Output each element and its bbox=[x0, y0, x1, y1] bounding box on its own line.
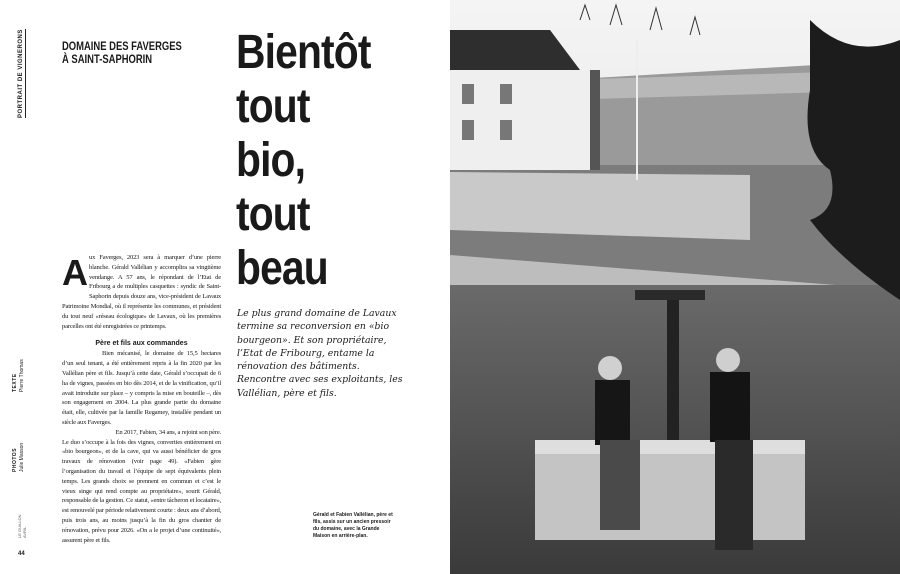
photo-credit-label: PHOTOS bbox=[12, 447, 18, 472]
photo-credit bbox=[12, 443, 26, 472]
paragraph: ux Faverges, 2023 sera à marquer d’une pierre blanche. Gérald Vallélian y accomplira sa vingtième vendange. A 57 ans, le répondant de l’Etat de Fribourg a de multiples casquettes : syndic de Saint-Saphorin depuis douze ans, vice-président de Lavaux Patrimoine Mondial, où il représente les communes, et président du tout neuf «réseau écologique» de Lavaux, où les premières parcelles ont été enregistrées ce printemps. bbox=[62, 254, 221, 330]
article-body bbox=[62, 253, 221, 545]
photo-illustration bbox=[450, 0, 900, 574]
photo-caption: Gérald et Fabien Vallélian, père et fils, assis sur un ancien pressoir du domaine, avec la Grande Maison en arrière-plan. bbox=[313, 512, 393, 539]
drop-cap: A bbox=[62, 252, 88, 293]
magazine-issue: AVRIL bbox=[22, 526, 27, 538]
headline-line: tout bbox=[236, 188, 310, 241]
lead-paragraph: Le plus grand domaine de Lavaux termine sa reconversion en «bio bourgeon». Et son propriétaire, l’Etat de Fribourg, entame la rénovation des bâtiments. Rencontre avec ses exploitants, les Vallélian, père et fils. bbox=[237, 308, 403, 399]
text-credit bbox=[12, 359, 26, 392]
magazine-name bbox=[17, 514, 27, 538]
kicker bbox=[62, 41, 210, 67]
paragraph: Bien mécanisé, le domaine de 15,5 hectares d’un seul tenant, a été entièrement repris à la fin 2020 par les Vallélian père et fils. Jusqu’à cette date, Gérald s’occupait de 6 ha de vignes, passées en bio dès 2014, et de la vinification, qu’il avait introduite sur place – y compris la mise en bouteille –, dès son engagement en 2004. La plus grande partie du domaine était, elle, cultivée par la famille Regamey, installée pendant un siècle aux Faverges. bbox=[62, 350, 221, 426]
magazine-name-line: LE GUILLON bbox=[17, 514, 22, 538]
headline bbox=[236, 26, 440, 296]
kicker-line: DOMAINE DES FAVERGES bbox=[62, 41, 182, 53]
text-credit-name: Pierre Thomas bbox=[19, 359, 25, 392]
subheading: Père et fils aux commandes bbox=[95, 340, 188, 348]
headline-line: bio, bbox=[236, 134, 306, 187]
paragraph: Le duo s’occupe à la fois des vignes, converties entièrement en «bio bourgeon», et de la cave, qui va aussi bénéficier de gros travaux de rénovation (voir page 49). «Fabien gère l’organisation du travail et l’équipe de sept équivalents plein temps. Les grands choix se prennent en commun et c’est le vieux singe qui rend compte au propriétaire», sourit Gérald, responsable de la gestion. Ce statut, «entre tâcheron et locataire», est renouvelé par période relativement courte : deux ans d’abord, puis trois ans, au moins jusqu’à la fin du gros chantier de rénovation, prévu pour 2026. «On a le projet d’une continuité», assurent père et fils. bbox=[62, 438, 221, 544]
headline-line: tout bbox=[236, 80, 310, 133]
paragraph: En 2017, Fabien, 34 ans, a rejoint son père. bbox=[115, 428, 221, 436]
photo-credit-name: Julie Masson bbox=[19, 442, 25, 472]
kicker-line: À SAINT-SAPHORIN bbox=[62, 54, 153, 66]
vineyard-photo bbox=[450, 0, 900, 574]
headline-line: beau bbox=[236, 242, 328, 295]
text-credit-label: TEXTE bbox=[12, 373, 18, 392]
headline-line: Bientôt bbox=[236, 26, 371, 79]
page-number: 44 bbox=[18, 551, 25, 557]
section-rubric: PORTRAIT DE VIGNERONS bbox=[18, 29, 24, 118]
